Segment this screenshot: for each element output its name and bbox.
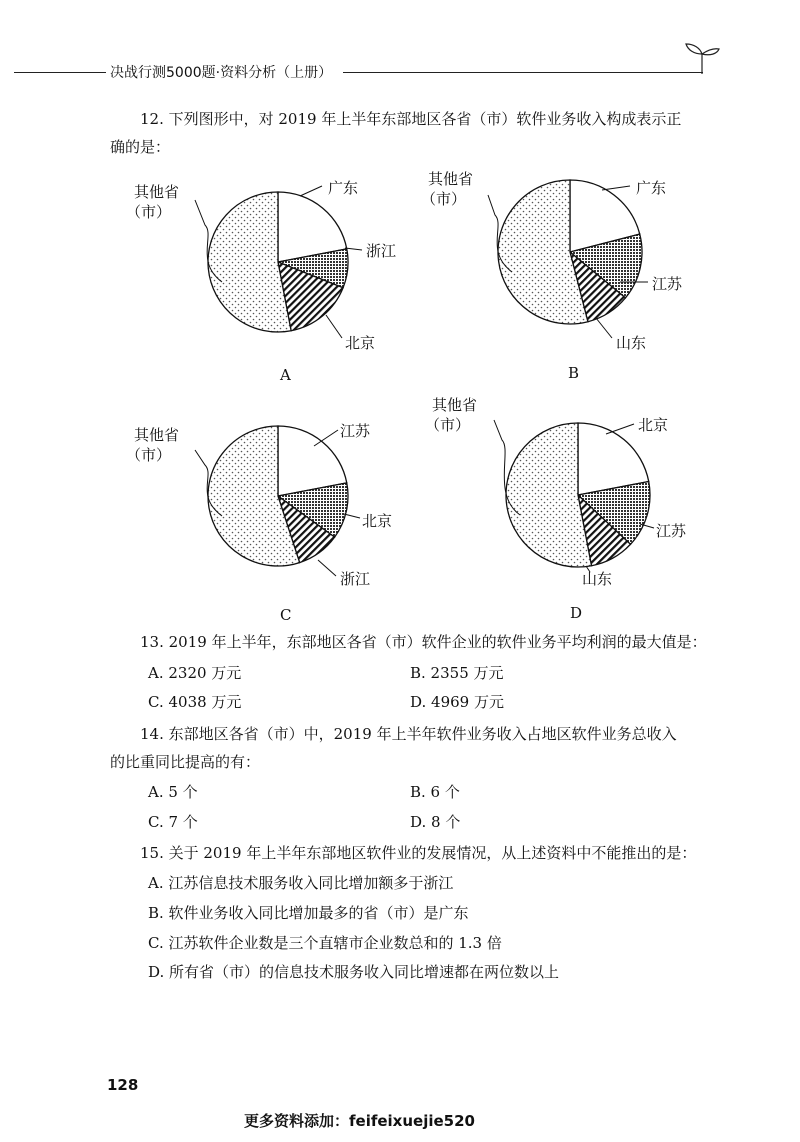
pie-b-other-label-2: （市） — [421, 190, 467, 208]
pie-a-other-label-2: （市） — [126, 203, 172, 221]
pie-d-slice-label-2: 江苏 — [656, 522, 687, 540]
page-number: 128 — [107, 1076, 139, 1094]
q13-stem: 13. 2019 年上半年，东部地区各省（市）软件企业的软件业务平均利润的最大值是： — [140, 633, 707, 651]
q12-stem-line2: 确的是： — [110, 138, 171, 156]
q15-option-c: C. 江苏软件企业数是三个直辖市企业数总和的 1.3 倍 — [148, 934, 502, 952]
pie-a-slice-label-1: 广东 — [328, 179, 359, 197]
pie-c-other-label-1: 其他省 — [134, 426, 180, 444]
q15-stem: 15. 关于 2019 年上半年东部地区软件业的发展情况，从上述资料中不能推出的是： — [140, 844, 697, 862]
pie-b-letter: B — [568, 364, 580, 382]
pie-c-slice-label-2: 北京 — [362, 512, 393, 530]
q15-option-b: B. 软件业务收入同比增加最多的省（市）是广东 — [148, 904, 469, 922]
pie-c-letter: C — [280, 606, 292, 624]
q13-option-a: A. 2320 万元 — [148, 664, 242, 682]
pie-d-slice-label-3: 山东 — [582, 570, 613, 588]
pie-b-slice-label-3: 山东 — [616, 334, 647, 352]
pie-d-other-label-1: 其他省 — [432, 396, 478, 414]
q14-stem-line2: 的比重同比提高的有： — [110, 753, 261, 771]
pie-d-letter: D — [570, 604, 583, 622]
q13-option-c: C. 4038 万元 — [148, 693, 242, 711]
pie-a-leader-3 — [326, 315, 342, 338]
pie-b-leader-3 — [596, 318, 612, 338]
pie-a-slice-4 — [208, 192, 291, 332]
pie-b-slice-label-2: 江苏 — [652, 275, 683, 293]
pie-c-leader-2 — [344, 514, 360, 518]
q15-option-d: D. 所有省（市）的信息技术服务收入同比增速都在两位数以上 — [148, 963, 560, 981]
pie-b-other-label-1: 其他省 — [428, 170, 474, 188]
pie-d-leader-1 — [606, 424, 634, 434]
q12-stem-line1: 12. 下列图形中，对 2019 年上半年东部地区各省（市）软件业务收入构成表示正 — [140, 110, 682, 128]
footer-note: 更多资料添加：feifeixuejie520 — [244, 1112, 475, 1130]
pie-a-slice-label-2: 浙江 — [366, 242, 397, 260]
pie-b-slice-label-1: 广东 — [636, 179, 667, 197]
pie-c-slice-label-1: 江苏 — [340, 422, 371, 440]
q13-option-b: B. 2355 万元 — [410, 664, 504, 682]
pie-c-other-label-2: （市） — [126, 446, 172, 464]
pie-c-slice-label-3: 浙江 — [340, 570, 371, 588]
header-title: 决战行测5000题·资料分析（上册） — [106, 62, 336, 82]
pie-c-leader-3 — [318, 560, 336, 576]
q14-option-d: D. 8 个 — [410, 813, 461, 831]
q14-stem-line1: 14. 东部地区各省（市）中，2019 年上半年软件业务收入占地区软件业务总收入 — [140, 725, 677, 743]
pie-a-leader-1 — [300, 186, 322, 196]
pie-a-other-label-1: 其他省 — [134, 183, 180, 201]
q14-option-b: B. 6 个 — [410, 783, 460, 801]
q15-option-a: A. 江苏信息技术服务收入同比增加额多于浙江 — [148, 874, 454, 892]
q14-option-a: A. 5 个 — [148, 783, 198, 801]
pie-d-other-label-2: （市） — [425, 416, 471, 434]
pie-d-slice-label-1: 北京 — [638, 416, 669, 434]
pie-b-leader-1 — [602, 186, 630, 190]
pie-a-letter: A — [280, 366, 291, 384]
q14-option-c: C. 7 个 — [148, 813, 198, 831]
pie-a-slice-label-3: 北京 — [345, 334, 376, 352]
q13-option-d: D. 4969 万元 — [410, 693, 504, 711]
